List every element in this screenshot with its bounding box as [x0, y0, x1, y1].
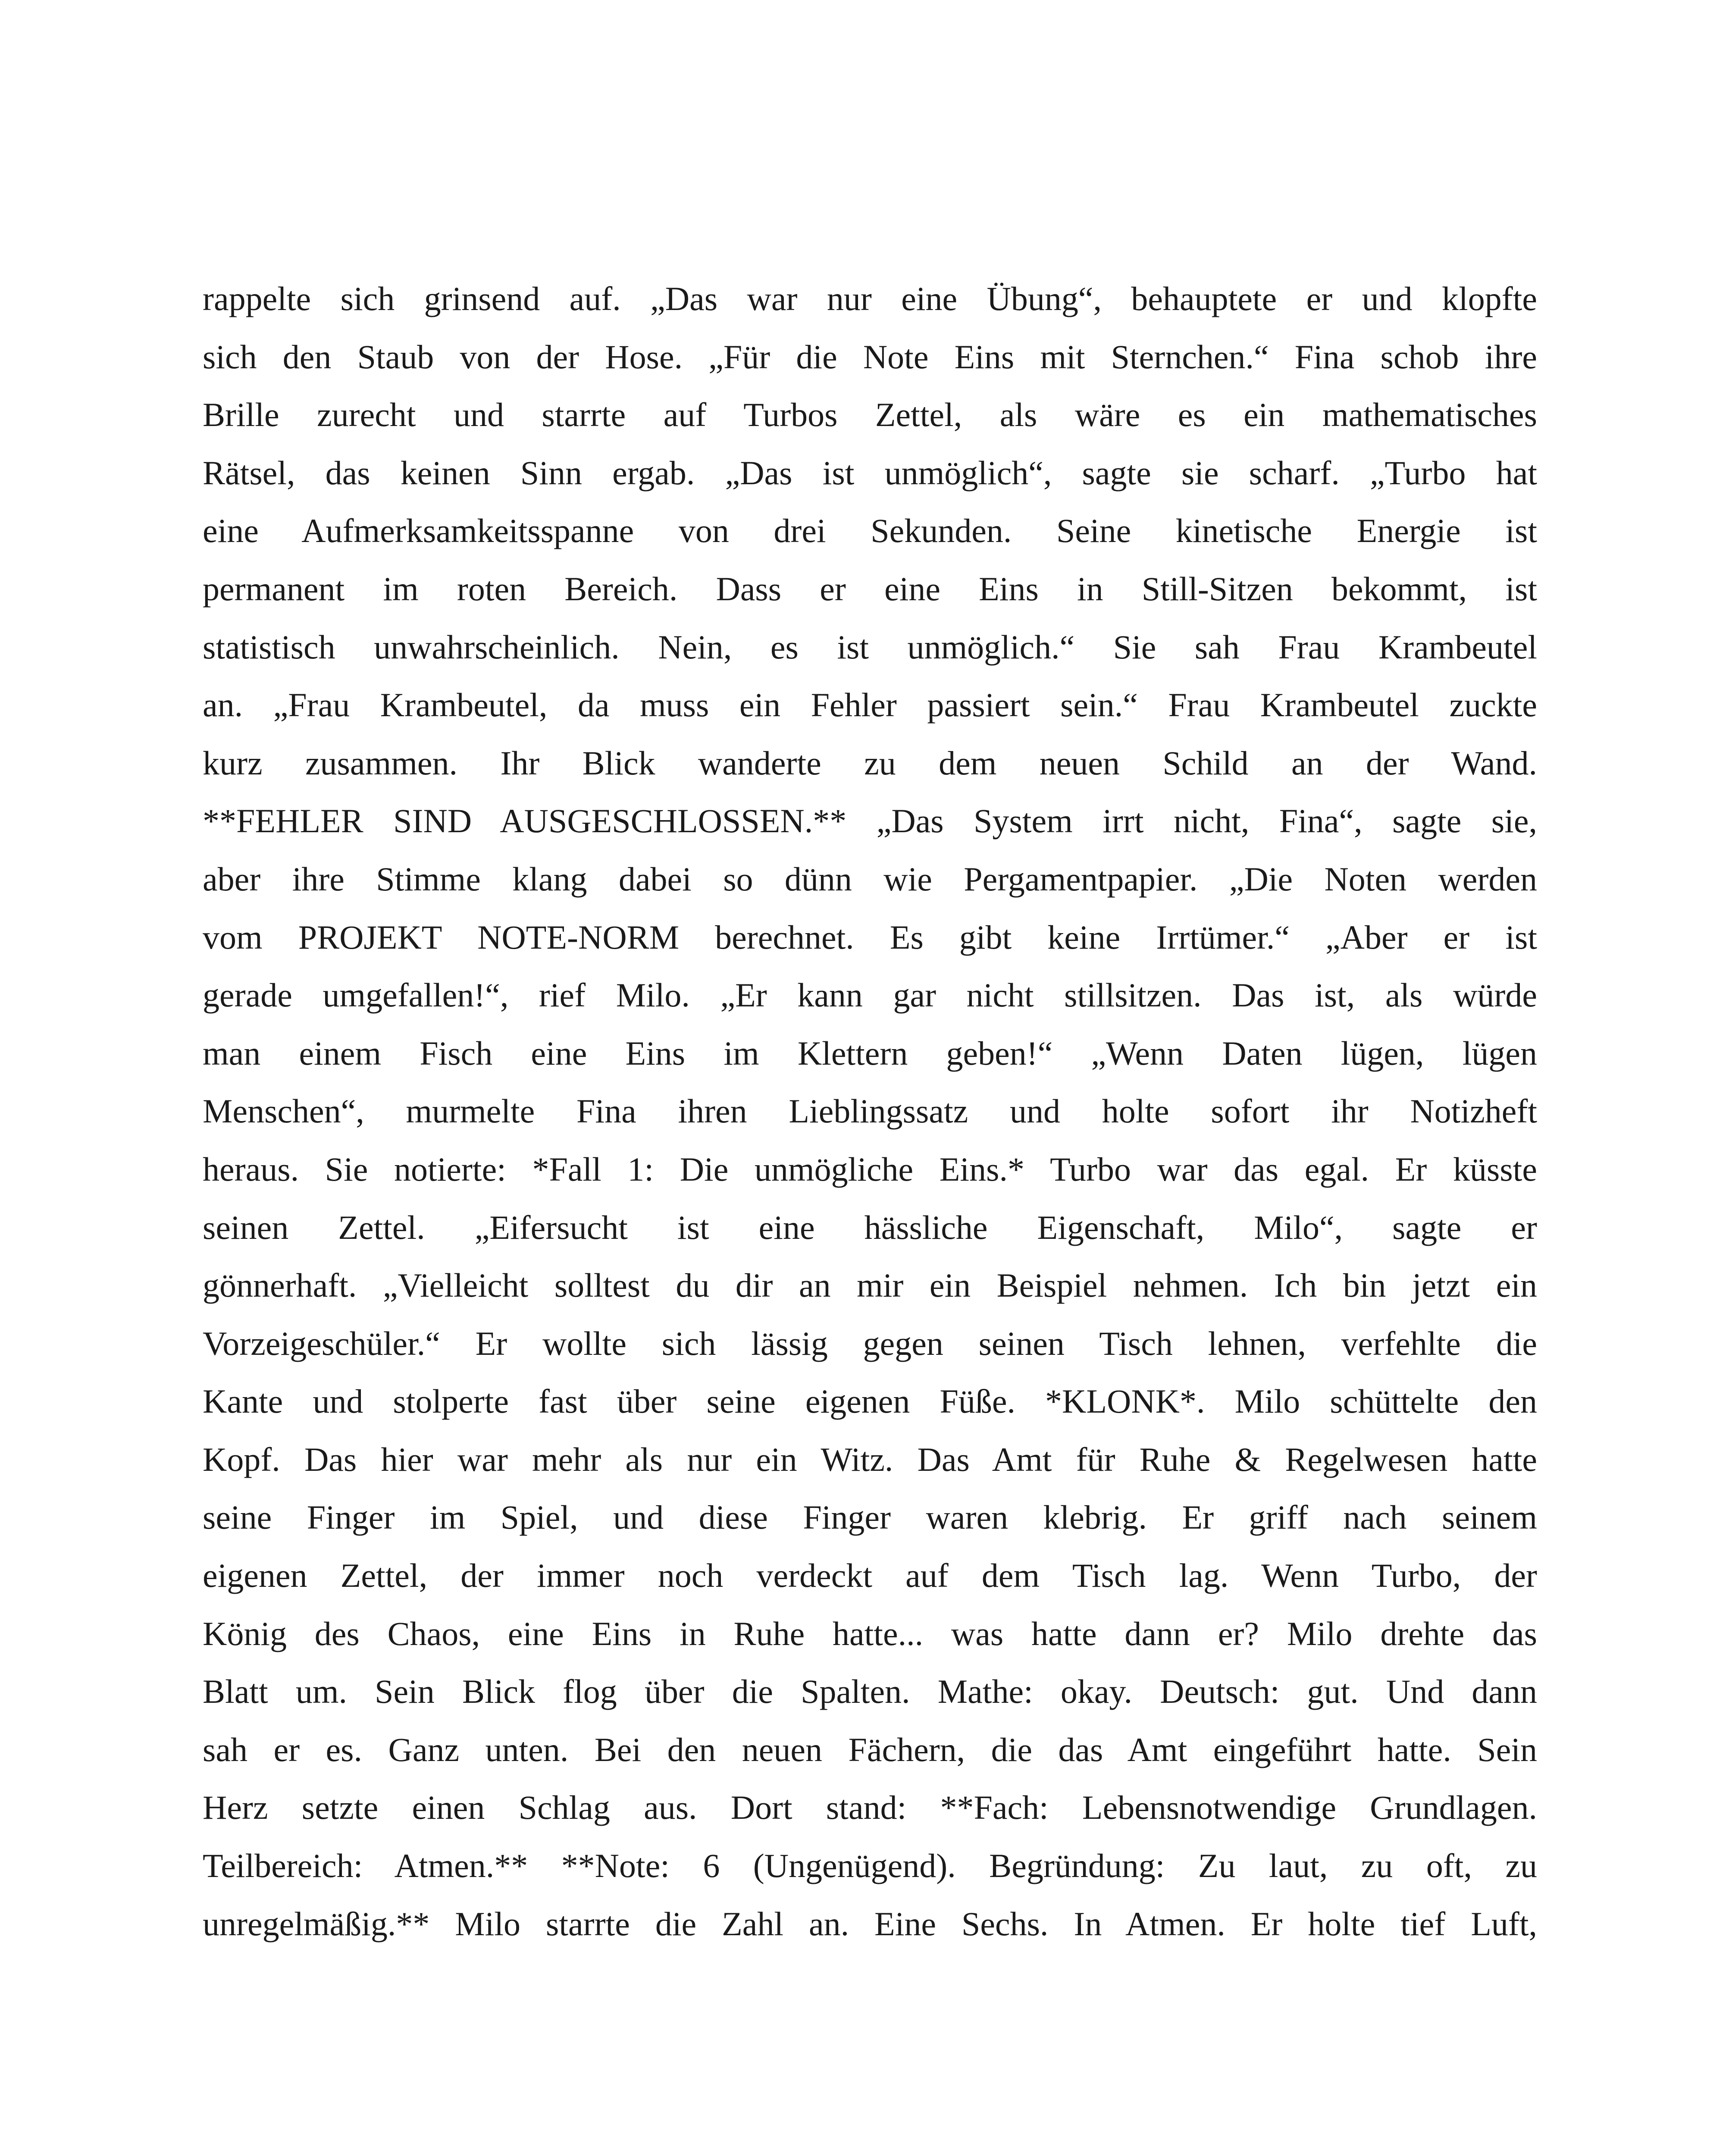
text-line: vom PROJEKT NOTE-NORM berechnet. Es gibt keine Irrtümer.“ „Aber er ist [203, 918, 1537, 956]
text-line: seinen Zettel. „Eifersucht ist eine hässliche Eigenschaft, Milo“, sagte er [203, 1208, 1537, 1246]
text-line: man einem Fisch eine Eins im Klettern geben!“ „Wenn Daten lügen, lügen [203, 1034, 1537, 1072]
text-line: Brille zurecht und starrte auf Turbos Zettel, als wäre es ein mathematisches [203, 396, 1537, 434]
text-line: Kopf. Das hier war mehr als nur ein Witz. Das Amt für Ruhe & Regelwesen hatte [203, 1440, 1537, 1478]
text-line: seine Finger im Spiel, und diese Finger waren klebrig. Er griff nach seinem [203, 1498, 1537, 1536]
text-line: Blatt um. Sein Blick flog über die Spalten. Mathe: okay. Deutsch: gut. Und dann [203, 1673, 1537, 1711]
body-text [203, 270, 1537, 1953]
text-line: eine Aufmerksamkeitsspanne von drei Sekunden. Seine kinetische Energie ist [203, 512, 1537, 550]
text-line: Kante und stolperte fast über seine eigenen Füße. *KLONK*. Milo schüttelte den [203, 1382, 1537, 1420]
text-line: Rätsel, das keinen Sinn ergab. „Das ist unmöglich“, sagte sie scharf. „Turbo hat [203, 454, 1537, 492]
text-line: **FEHLER SIND AUSGESCHLOSSEN.** „Das System irrt nicht, Fina“, sagte sie, [203, 802, 1537, 840]
text-line: König des Chaos, eine Eins in Ruhe hatte... was hatte dann er? Milo drehte das [203, 1614, 1537, 1652]
text-line: unregelmäßig.** Milo starrte die Zahl an. Eine Sechs. In Atmen. Er holte tief Luft, [203, 1905, 1537, 1943]
text-line: rappelte sich grinsend auf. „Das war nur eine Übung“, behauptete er und klopfte [203, 280, 1537, 317]
text-line: aber ihre Stimme klang dabei so dünn wie Pergamentpapier. „Die Noten werden [203, 860, 1537, 898]
text-line: gönnerhaft. „Vielleicht solltest du dir an mir ein Beispiel nehmen. Ich bin jetzt ein [203, 1266, 1537, 1304]
text-line: an. „Frau Krambeutel, da muss ein Fehler passiert sein.“ Frau Krambeutel zuckte [203, 686, 1537, 724]
text-line: Menschen“, murmelte Fina ihren Lieblingssatz und holte sofort ihr Notizheft [203, 1092, 1537, 1130]
text-line: sich den Staub von der Hose. „Für die Note Eins mit Sternchen.“ Fina schob ihre [203, 338, 1537, 376]
text-line: sah er es. Ganz unten. Bei den neuen Fächern, die das Amt eingeführt hatte. Sein [203, 1730, 1537, 1768]
text-line: eigenen Zettel, der immer noch verdeckt auf dem Tisch lag. Wenn Turbo, der [203, 1557, 1537, 1595]
text-line: Herz setzte einen Schlag aus. Dort stand: **Fach: Lebensnotwendige Grundlagen. [203, 1789, 1537, 1827]
text-line: permanent im roten Bereich. Dass er eine Eins in Still-Sitzen bekommt, ist [203, 570, 1537, 608]
text-line: Vorzeigeschüler.“ Er wollte sich lässig gegen seinen Tisch lehnen, verfehlte die [203, 1324, 1537, 1362]
text-line: statistisch unwahrscheinlich. Nein, es ist unmöglich.“ Sie sah Frau Krambeutel [203, 628, 1537, 666]
text-line: kurz zusammen. Ihr Blick wanderte zu dem neuen Schild an der Wand. [203, 744, 1537, 782]
text-line: gerade umgefallen!“, rief Milo. „Er kann gar nicht stillsitzen. Das ist, als würde [203, 976, 1537, 1014]
text-line: Teilbereich: Atmen.** **Note: 6 (Ungenügend). Begründung: Zu laut, zu oft, zu [203, 1847, 1537, 1885]
text-line: heraus. Sie notierte: *Fall 1: Die unmögliche Eins.* Turbo war das egal. Er küsste [203, 1150, 1537, 1188]
